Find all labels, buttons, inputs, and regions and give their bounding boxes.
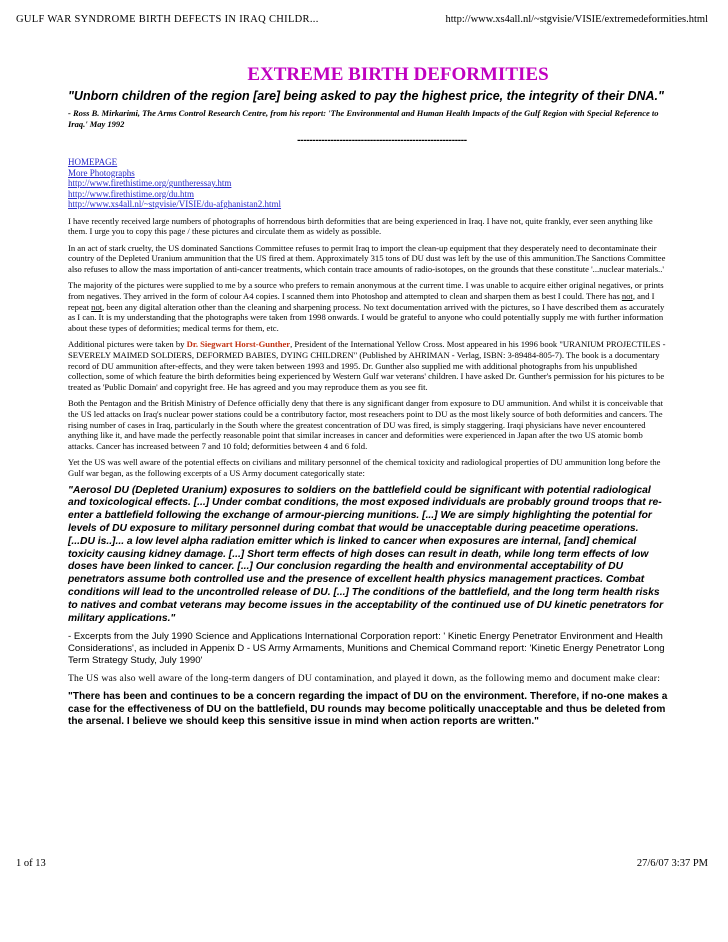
para3-text-c: , been any digital alteration other than the cleaning and sharpening process. No text documentation arrived with the pictures, so I have described them as accurately as I can. It is my understanding that the photographs were taken from 1998 onwards. I would be grateful to anyone who could potentially supply me with further information about these types of deformities; medical terms for them, etc.: [68, 301, 665, 333]
paragraph-us-aware: Yet the US was well aware of the potential effects on civilians and military personnel of the chemical toxicity and radiological properties of DU ammunition long before the Gulf war began, as the following excerpts of a US Army document categorically state:: [68, 457, 661, 478]
para3-text-a: The majority of the pictures were supplied to me by a source who prefers to remain anonymous at the current time. I was unable to acquire either original negatives, or prints from negatives. They arrived in the form of colour A4 copies. I scanned them into Photoshop and attempted to clean and sharpen them as best I could. There has: [68, 280, 664, 302]
article: [68, 64, 668, 729]
gunther-essay-link[interactable]: http://www.firethistime.org/guntheressay.htm: [68, 178, 232, 188]
link-list: [68, 157, 668, 210]
header-url: http://www.xs4all.nl/~stgvisie/VISIE/extremedeformities.html: [445, 14, 708, 25]
gunther-name: Dr. Siegwart Horst-Gunther: [186, 339, 291, 350]
print-header: [16, 14, 708, 28]
paragraph-pentagon: Both the Pentagon and the British Ministry of Defence officially deny that there is any significant danger from exposure to DU ammunition. And whilst it is conceivable that the US led attacks on Iraq's nuclear power stations could be a contributory factor, most reseachers point to DU as the most likely source of both deformities and cancers. The rising number of cases in Iraq, particularly in the South where the greatest concentration of DU was fired, is simply staggering. Iraqi physicians have never encountered anything like it, and have made the perfectly reasonable point that similar increases in cancer and deformities were experienced in Japan after the two US atomic bomb attacks. Cancer has increased between 7 and 10 fold; deformities between 4 and 6 fold.: [68, 398, 664, 451]
paragraph-gunther: [68, 339, 668, 392]
paragraph-intro: I have recently received large numbers of photographs of horrendous birth deformities that are being experienced in Iraq. I have not, quite frankly, ever seen anything like them. I urge you to copy this page / these pictures and circulate them as widely as possible.: [68, 215, 653, 237]
memo-quote: "There has been and continues to be a concern regarding the impact of DU on the environment. Therefore, if no-one makes a case for the effectiveness of DU on the battlefield, DU rounds may become politically unacceptable and thus be deleted from the arsenal. I believe we should keep this sensitive issue in mind when action reports are written.": [68, 691, 668, 728]
paragraph-sources: [68, 280, 668, 333]
para3-text-b: , and I repeat: [68, 291, 655, 312]
source-attribution: - Ross B. Mirkarimi, The Arms Control Research Centre, from his report: 'The Environmental and Human Health Impacts of the Gulf Region with Special Reference to Iraq.' May 1992: [68, 108, 659, 129]
du-link[interactable]: http://www.firethistime.org/du.htm: [68, 188, 194, 199]
not-emphasis: not: [91, 301, 103, 312]
homepage-link[interactable]: HOMEPAGE: [68, 157, 118, 167]
para4-text-b: , President of the International Yellow Cross. Most appeared in his 1996 book "URANIUM PROJECTILES - SEVERELY MAIMED SOLDIERS, DEFORMED BABIES, DYING CHILDREN" (Published by AHRIMAN - Verlag, ISBN: 3-89484-805-7). The book is a documentary record of DU ammunition after-effects, and they were taken between 1993 and 1995. Dr. Gunther also supplied me with additional photographs from his unpublished collection, some of which feature the birth deformities being experienced by Western Gulf war veterans' children. I have asked Dr. Gunther's permission for his pictures to be treated as 'Public Domain' and copyright free. He has agreed and you may reproduce them as you see fit.: [68, 339, 666, 392]
army-document-quote: "Aerosol DU (Depleted Uranium) exposures to soldiers on the battlefield could be significant with potential radiological and toxicological effects. [...] Under combat conditions, the most exposed individuals are probably ground troops that re-enter a battlefield following the exchange of armour-piercing munitions. [...] We are simply highlighting the potential for levels of DU exposure to military personnel during combat that would be unacceptable during peacetime operations. [...DU is..]... a low level alpha radiation emitter which is linked to cancer when exposures are internal, [and] chemical toxicity causing kidney damage. [...] Short term effects of high doses can result in death, while long term effects of low doses have been linked to cancer. [...] Our conclusion regarding the health and environmental acceptability of DU penetrators assume both controlled use and the presence of excellent health physics management practices. Combat conditions will lead to the uncontrolled release of DU. [...] The conditions of the battlefield, and the long term health risks to natives and combat veterans may become issues in the acceptability of the continued use of DU kinetic penetrators for military applications.": [68, 484, 664, 624]
du-afghanistan-link[interactable]: http://www.xs4all.nl/~stgvisie/VISIE/du-afghanistan2.html: [68, 199, 282, 209]
paragraph-long-term: The US was also well aware of the long-term dangers of DU contamination, and played it down, as the following memo and document make clear:: [68, 673, 661, 685]
header-title: GULF WAR SYNDROME BIRTH DEFECTS IN IRAQ CHILDR...: [16, 14, 319, 25]
paragraph-sanctions: In an act of stark cruelty, the US dominated Sanctions Committee refuses to permit Iraq to import the clean-up equipment that they desperately need to decontaminate their country of the Depleted Uranium ammunition that the US fired at them. Approximately 315 tons of DU dust was left by the use of this ammunition.The Sanctions Committee also refuses to allow the mass importation of anti-cancer treatments, which contain trace amounts of radio-isotopes, on the grounds that these constitute '...nuclear materials..': [68, 242, 666, 274]
print-datetime: 27/6/07 3:37 PM: [636, 858, 708, 869]
more-photographs-link[interactable]: More Photographs: [68, 167, 135, 178]
page-title: EXTREME BIRTH DEFORMITIES: [247, 64, 549, 85]
army-document-citation: - Excerpts from the July 1990 Science and Applications International Corporation report: ' Kinetic Energy Penetrator Environment and Health Considerations', as included in Appenix D - US Army Armaments, Munitions and Chemical Command report: 'Kinetic Energy Penetrator Long Term Strategy Study, July 1990': [68, 631, 665, 667]
not-emphasis: not: [621, 291, 633, 302]
para4-text-a: Additional pictures were taken by: [68, 339, 187, 350]
print-footer: [16, 858, 708, 869]
page-count: 1 of 13: [16, 858, 46, 869]
separator-line: --------------------------------------------------------: [297, 135, 467, 146]
lead-quote: "Unborn children of the region [are] being asked to pay the highest price, the integrity of their DNA.": [68, 89, 664, 103]
